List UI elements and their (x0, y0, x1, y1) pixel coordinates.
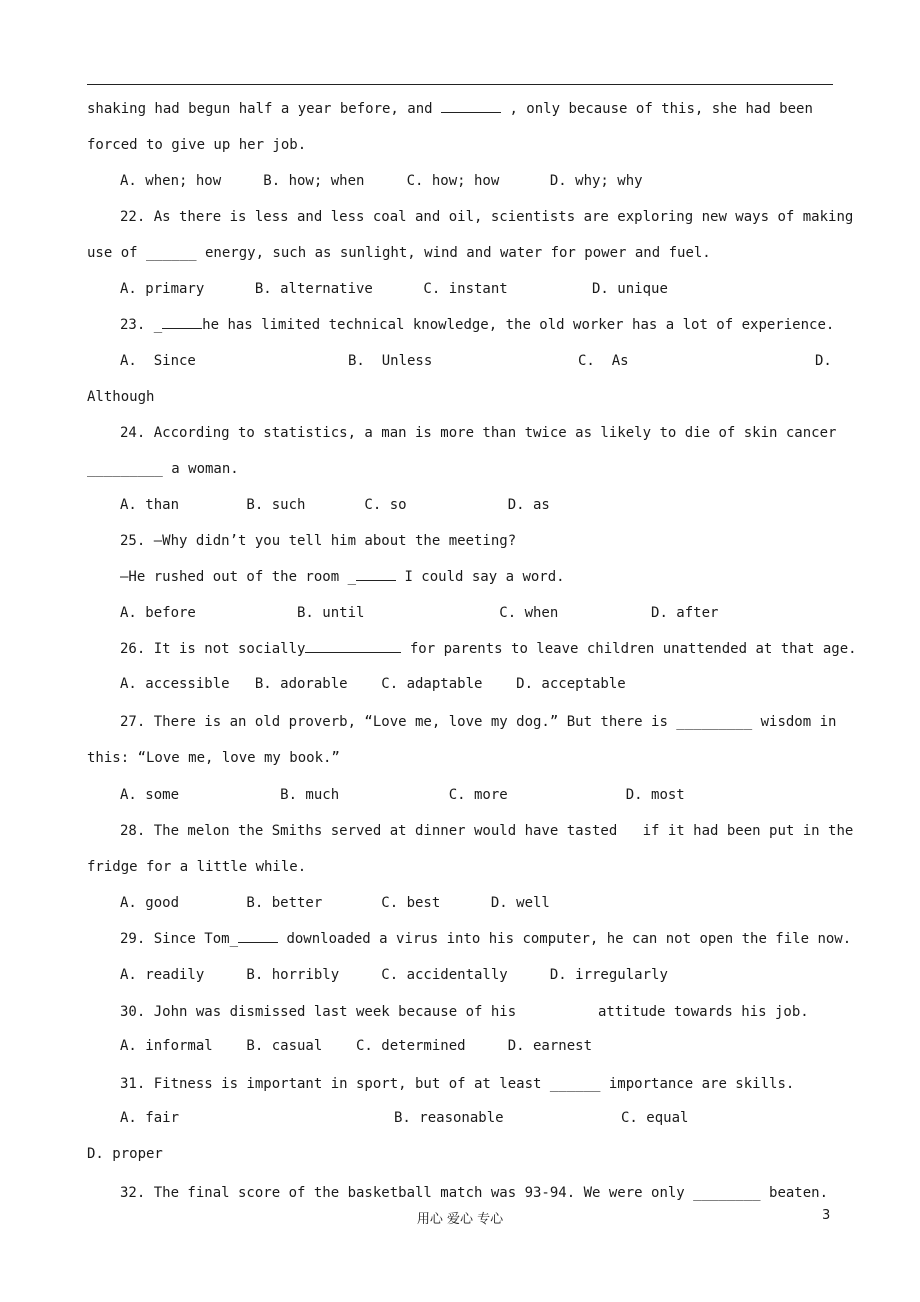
q27-options: A. some B. much C. more D. most (120, 787, 685, 803)
q24-stem-line2: _________ a woman. (87, 461, 239, 477)
page-number: 3 (822, 1208, 831, 1223)
q24-options: A. than B. such C. so D. as (120, 497, 550, 513)
header-rule (87, 84, 833, 85)
q31-option-b: B. reasonable (394, 1110, 504, 1126)
q25-options: A. before B. until C. when D. after (120, 605, 719, 621)
page-footer: 用心 爱心 专心 (416, 1212, 504, 1227)
q31-stem: 31. Fitness is important in sport, but of at least ______ importance are skills. (120, 1076, 795, 1092)
q25-stem-line2: —He rushed out of the room _ I could say a word. (120, 569, 565, 585)
q26-stem: 26. It is not socially for parents to leave children unattended at that age. (120, 641, 857, 657)
q23-option-d-label: D. (815, 353, 832, 369)
answer-blank (441, 100, 501, 113)
q23-stem: 23. _ he has limited technical knowledge, the old worker has a lot of experience. (120, 317, 835, 333)
q28-stem-line1: 28. The melon the Smiths served at dinner would have tasted if it had been put in the (120, 823, 854, 839)
q29-stem: 29. Since Tom_ downloaded a virus into his computer, he can not open the file now. (120, 931, 852, 947)
q22-options: A. primary B. alternative C. instant D. unique (120, 281, 668, 297)
q26-options: A. accessible B. adorable C. adaptable D. acceptable (120, 676, 626, 692)
answer-blank (305, 640, 401, 653)
q27-stem-line1: 27. There is an old proverb, “Love me, love my dog.” But there is _________ wisdom in (120, 714, 837, 730)
q21-stem-line2: forced to give up her job. (87, 137, 307, 153)
q23-option-c: C. As (578, 353, 629, 369)
q23-option-a: A. Since (120, 353, 196, 369)
q24-stem-line1: 24. According to statistics, a man is more than twice as likely to die of skin cancer (120, 425, 837, 441)
q22-stem-line2: use of ______ energy, such as sunlight, wind and water for power and fuel. (87, 245, 711, 261)
q29-options: A. readily B. horribly C. accidentally D. irregularly (120, 967, 668, 983)
q31-option-a: A. fair (120, 1110, 180, 1126)
q25-stem-line1: 25. —Why didn’t you tell him about the meeting? (120, 533, 517, 549)
q32-stem: 32. The final score of the basketball match was 93-94. We were only ________ beaten. (120, 1185, 829, 1201)
answer-blank (162, 316, 202, 329)
q21-options: A. when; how B. how; when C. how; how D. why; why (120, 173, 643, 189)
q22-stem-line1: 22. As there is less and less coal and oil, scientists are exploring new ways of making (120, 209, 854, 225)
q31-option-d: D. proper (87, 1146, 163, 1162)
q23-option-b: B. Unless (348, 353, 433, 369)
q28-options: A. good B. better C. best D. well (120, 895, 550, 911)
q28-stem-line2: fridge for a little while. (87, 859, 307, 875)
q27-stem-line2: this: “Love me, love my book.” (87, 750, 340, 766)
q21-stem-line1: shaking had begun half a year before, and , only because of this, she had been (87, 101, 813, 117)
answer-blank (238, 930, 278, 943)
q30-stem-part2: attitude towards his job. (598, 1004, 809, 1020)
answer-blank (356, 568, 396, 581)
q30-options: A. informal B. casual C. determined D. earnest (120, 1038, 593, 1054)
q23-option-d-text: Although (87, 389, 155, 405)
q31-option-c: C. equal (621, 1110, 689, 1126)
q30-stem-part1: 30. John was dismissed last week because of his (120, 1004, 517, 1020)
